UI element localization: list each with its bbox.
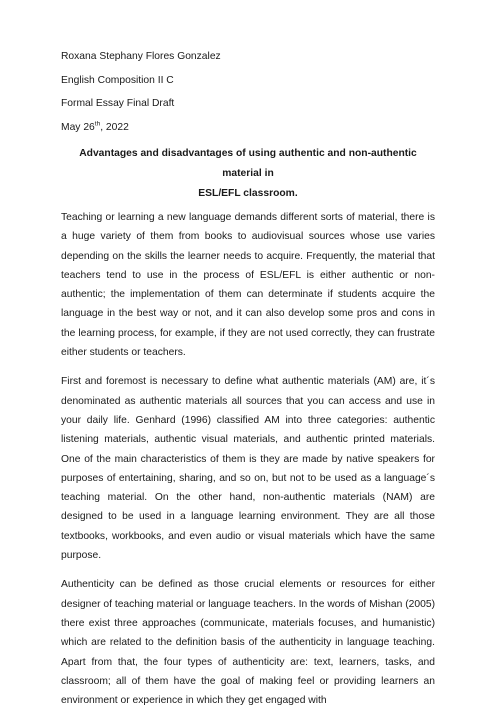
assignment-title: Formal Essay Final Draft <box>61 98 175 109</box>
paragraph-introduction: Teaching or learning a new language demands different sorts of material, there is a huge variety of them from books to audiovisual sources whose use varies depending on the skills the learner needs to acquire. Frequently, the material that teachers tend to use in the process of ESL/EFL is either authentic or non-authentic; the implementation of them can determinate if students acquire the language in the best way or not, and it can also develop some pros and cons in the learning process, for example, if they are not used correctly, they can frustrate either students or teachers. <box>61 212 435 359</box>
date-suffix: , 2022 <box>100 121 129 133</box>
essay-date <box>61 121 435 134</box>
author-name: Roxana Stephany Flores Gonzalez <box>61 51 221 62</box>
paragraph-definitions: First and foremost is necessary to define what authentic materials (AM) are, it´s denominated as authentic materials all sources that you can access and use in your daily life. Genhard (1996) classified AM into three categories: authentic listening materials, authentic visual materials, and authentic printed materials. One of the main characteristics of them is they are made by native speakers for purposes of entertaining, sharing, and so on, but not to be used as a language´s teaching material. On the other hand, non-authentic materials (NAM) are designed to be used in a language learning environment. They are all those textbooks, workbooks, and even audio or visual materials which have the same purpose. <box>61 376 435 562</box>
essay-title-line-2: ESL/EFL classroom. <box>198 188 298 199</box>
paragraph-authenticity: Authenticity can be defined as those crucial elements or resources for either designer of teaching material or language teachers. In the words of Mishan (2005) there exist three approaches (communicate, materials focuses, and humanistic) which are related to the definition basis of the authenticity in language teaching. Apart from that, the four types of authenticity are: text, learners, tasks, and classroom; all of them have the goal of making feel or providing learners an environment or experience in which they get engaged with <box>61 579 435 707</box>
essay-title <box>61 144 435 204</box>
document-page <box>61 50 435 720</box>
essay-title-line-1: Advantages and disadvantages of using authentic and non-authentic material in <box>79 148 417 179</box>
date-ordinal: th <box>94 120 101 128</box>
date-prefix: May 26 <box>61 121 95 133</box>
course-name: English Composition II C <box>61 74 174 86</box>
